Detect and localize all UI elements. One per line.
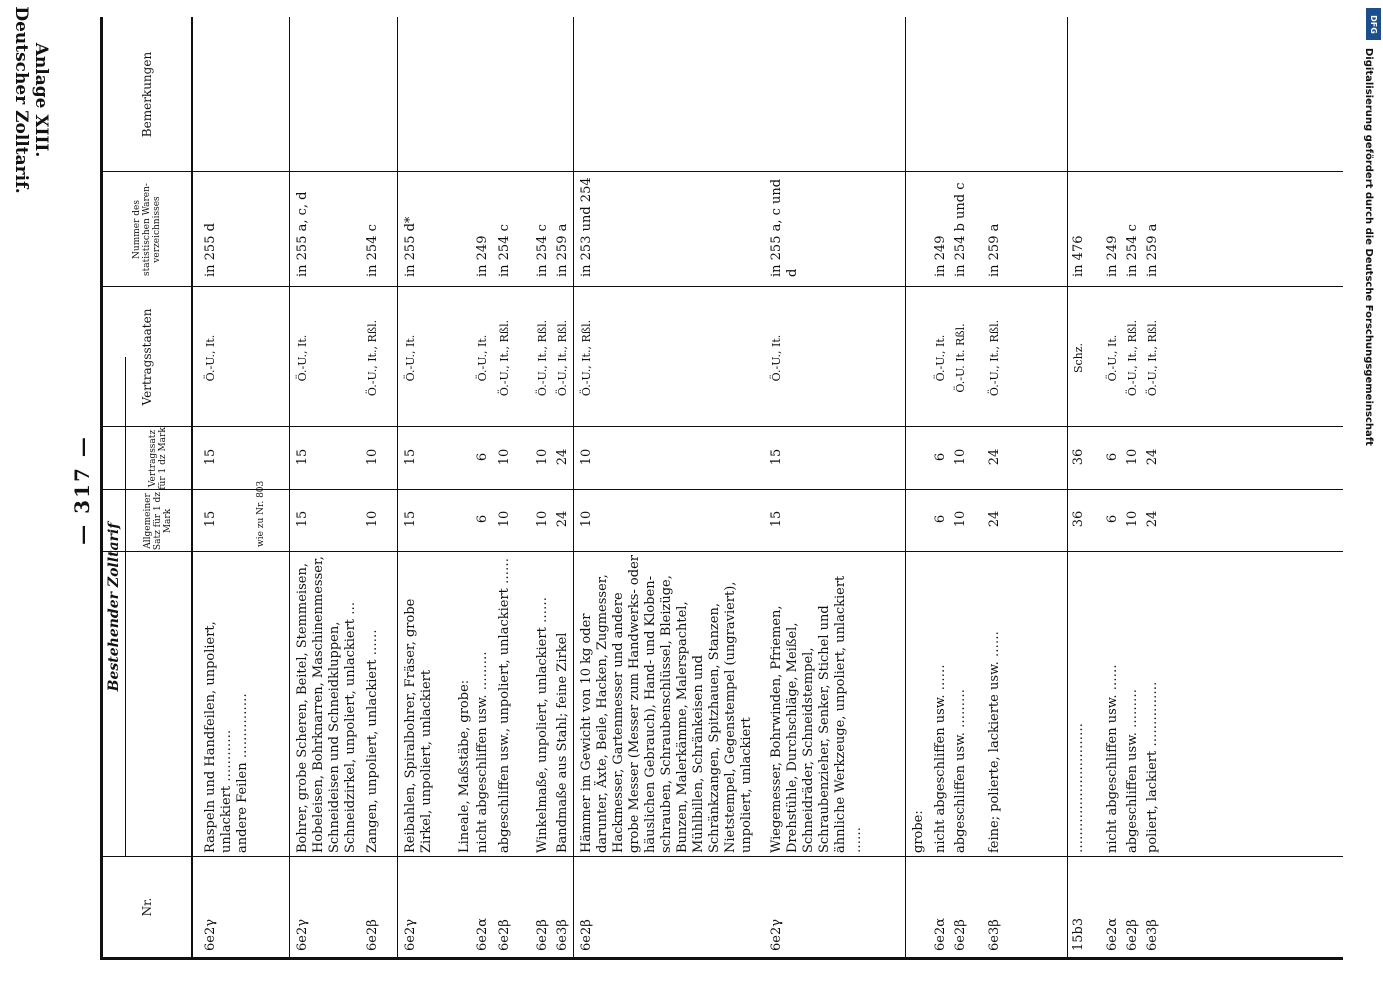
- row-description: Bohrer, grobe Scheren, Beitel, Stemmeisen, Hobeleisen, Bohrknarren, Maschinenmesser, Schneideisen und Schneidkluppen, Schneidzirkel, unpoliert, unlackiert …: [295, 556, 358, 853]
- row-contract-states: Ö.-U., It.: [296, 334, 309, 382]
- row-description: Zangen, unpoliert, unlackiert ……: [365, 629, 380, 853]
- row-contract-rate: 15: [403, 448, 418, 466]
- row-stat-number: in 254 c: [497, 224, 512, 277]
- row-general-rate: 24: [1145, 510, 1160, 528]
- row-contract-states: Ö.-U., It., Rßl.: [1146, 319, 1159, 397]
- row-general-rate: 10: [535, 510, 550, 528]
- row-nr: 6e2α: [475, 917, 490, 951]
- row-contract-rate: 10: [579, 448, 594, 466]
- row-contract-states: Ö.-U., It.: [204, 334, 217, 382]
- rotated-page: [60, 20, 1340, 960]
- appendix-title-line2: Deutscher Zolltarif.: [11, 6, 31, 194]
- row-contract-rate: 10: [365, 448, 380, 466]
- dfg-logo: DFG: [1366, 8, 1381, 40]
- appendix-title: [6, 6, 56, 194]
- row-stat-number: in 254 c: [535, 224, 550, 277]
- page-number: — 317 —: [70, 435, 94, 545]
- row-stat-number: in 249: [1105, 235, 1120, 277]
- row-general-rate: 15: [203, 510, 218, 528]
- row-contract-states: Ö.-U., It., Rßl.: [988, 319, 1001, 397]
- row-general-rate: 10: [1125, 510, 1140, 528]
- row-contract-states: Ö.-U., It., Rßl.: [366, 319, 379, 397]
- row-nr: 6e2β: [365, 919, 380, 951]
- row-general-rate: 10: [953, 510, 968, 528]
- row-nr: 6e2β: [953, 919, 968, 951]
- row-description: Winkelmaße, unpoliert, unlackiert ……: [535, 597, 550, 853]
- row-general-rate: 6: [475, 514, 490, 524]
- row-separator: [289, 17, 290, 957]
- row-general-rate: 24: [555, 510, 570, 528]
- row-description: nicht abgeschliffen usw. ……: [1105, 664, 1120, 853]
- row-contract-rate: 10: [953, 448, 968, 466]
- row-description: …………………………: [1071, 723, 1086, 853]
- appendix-title-line1: Anlage XIII.: [31, 42, 51, 158]
- row-description: grobe:: [911, 810, 926, 853]
- row-contract-rate: 6: [933, 452, 948, 462]
- header-remarks: Bemerkungen: [139, 51, 154, 138]
- row-contract-states: Ö.-U., It.: [476, 334, 489, 382]
- row-nr: 6e2γ: [769, 918, 784, 951]
- row-contract-states: Ö.-U., It.: [1106, 334, 1119, 382]
- dfg-credit: [1363, 8, 1383, 446]
- row-description: nicht abgeschliffen usw. ………: [475, 651, 490, 853]
- row-contract-rate: 15: [295, 448, 310, 466]
- row-contract-rate: 24: [555, 448, 570, 466]
- row-contract-rate: 10: [535, 448, 550, 466]
- row-general-rate: 10: [365, 510, 380, 528]
- row-contract-rate: 15: [769, 448, 784, 466]
- dfg-credit-text: Digitalisierung gefördert durch die Deutsche Forschungsgemeinschaft: [1363, 48, 1374, 446]
- row-description: Bandmaße aus Stahl; feine Zirkel: [555, 632, 570, 853]
- row-description: andere Feilen ……………: [235, 693, 250, 853]
- row-separator: [573, 17, 574, 957]
- row-general-rate: 6: [933, 514, 948, 524]
- row-stat-number: in 249: [933, 235, 948, 277]
- row-contract-states: Schz.: [1072, 342, 1085, 374]
- row-contract-rate: 10: [497, 448, 512, 466]
- row-nr: 6e2α: [933, 917, 948, 951]
- row-general-rate: 36: [1071, 510, 1086, 528]
- row-nr: 6e3β: [1145, 919, 1160, 951]
- row-description: abgeschliffen usw. ………: [1125, 688, 1140, 853]
- row-contract-rate: 24: [1145, 448, 1160, 466]
- row-contract-states: Ö.-U., It.: [934, 334, 947, 382]
- row-stat-number: in 476: [1071, 235, 1086, 277]
- row-stat-number: in 254 c: [1125, 224, 1140, 277]
- header-contract-states: Vertragsstaaten: [103, 286, 191, 427]
- row-nr: 6e2β: [497, 919, 512, 951]
- row-separator: [1067, 17, 1068, 957]
- row-description: Reibahlen, Spiralbohrer, Fräser, grobe Zirkel, unpoliert, unlackiert: [403, 598, 434, 853]
- row-stat-number: in 254 c: [365, 224, 380, 277]
- header-nr: Nr.: [103, 856, 191, 957]
- row-general-rate: 10: [579, 510, 594, 528]
- row-contract-rate: 10: [1125, 448, 1140, 466]
- row-description: Lineale, Maßstäbe, grobe:: [457, 679, 472, 853]
- row-contract-states: Ö.-U., It.: [770, 334, 783, 382]
- row-nr: 6e2γ: [295, 918, 310, 951]
- row-nr: 6e3β: [555, 919, 570, 951]
- row-general-rate: 15: [769, 510, 784, 528]
- row-contract-states: Ö.-U., It., Rßl.: [556, 319, 569, 397]
- row-stat-number: in 259 a: [1145, 223, 1160, 277]
- row-general-rate: 15: [403, 510, 418, 528]
- row-contract-rate: 24: [987, 448, 1002, 466]
- row-nr: 6e2β: [535, 919, 550, 951]
- row-stat-number: in 255 d: [203, 223, 218, 277]
- row-stat-number: in 255 a, c und d: [769, 178, 800, 277]
- row-stat-number: in 254 b und c: [953, 182, 968, 277]
- row-contract-states: Ö.-U., It., Rßl.: [580, 319, 593, 397]
- row-description: Raspeln und Handfeilen, unpoliert, unlackiert …………: [203, 621, 234, 853]
- row-description: abgeschliffen usw. ………: [953, 688, 968, 853]
- row-stat-number: in 249: [475, 235, 490, 277]
- row-description: feine; polierte, lackierte usw. ……: [987, 631, 1002, 853]
- row-stat-number: in 259 a: [555, 223, 570, 277]
- row-contract-rate: 15: [203, 448, 218, 466]
- row-description: nicht abgeschliffen usw. ……: [933, 664, 948, 853]
- row-note: wie zu Nr. 803: [256, 480, 266, 547]
- row-description: poliert, lackiert ……………: [1145, 681, 1160, 853]
- header-contract-rate: Vertragssatz für 1 dz Mark: [125, 426, 191, 490]
- row-contract-rate: 6: [1105, 452, 1120, 462]
- header-stat-number: Nummer des statistischen Waren-verzeichnisses: [103, 171, 191, 287]
- row-contract-rate: 6: [475, 452, 490, 462]
- row-description: Hämmer im Gewicht von 10 kg oder darunter, Äxte, Beile, Hacken, Zugmesser, Hackmesser, Gartenmesser und andere grobe Messer (Messer zum Handwerks- oder häuslichen Gebrauch), Hand- und Kloben-schrauben, Schraubenschlüssel, Bleizüge, Bunzen, Malerkämme, Malerspachtel, Mühlbillen, Schränkeisen und Schränkzangen, Spitzhauen, Stanzen, Nietstempel, Gegenstempel (ungraviert), unpoliert, unlackiert: [579, 555, 754, 853]
- row-contract-states: Ö.-U., It., Rßl.: [1126, 319, 1139, 397]
- row-separator: [397, 17, 398, 957]
- row-description: Wiegemesser, Bohrwinden, Pfriemen, Drehstühle, Durchschläge, Meißel, Schneidräder, Schneidstempel, Schraubenzieher, Senker, Stichel und ähnliche Werkzeuge, unpoliert, unlackiert ……: [769, 575, 864, 853]
- row-nr: 6e2γ: [203, 918, 218, 951]
- row-general-rate: 24: [987, 510, 1002, 528]
- row-nr: 15b3: [1071, 917, 1086, 951]
- header-desc: [125, 551, 191, 857]
- row-nr: 6e2β: [1125, 919, 1140, 951]
- row-nr: 6e2α: [1105, 917, 1120, 951]
- row-contract-states: Ö.-U., It., Rßl.: [536, 319, 549, 397]
- row-stat-number: in 259 a: [987, 223, 1002, 277]
- header-rule: [191, 17, 193, 957]
- tariff-table: [100, 17, 1343, 960]
- row-stat-number: in 255 a, c, d: [295, 191, 310, 277]
- row-nr: 6e2γ: [403, 918, 418, 951]
- row-nr: 6e2β: [579, 919, 594, 951]
- row-stat-number: in 253 und 254: [579, 177, 594, 277]
- row-contract-states: Ö.-U., It., Rßl.: [498, 319, 511, 397]
- header-general-rate: Allgemeiner Satz für 1 dz Mark: [125, 489, 191, 552]
- row-separator: [905, 17, 906, 957]
- row-nr: 6e3β: [987, 919, 1002, 951]
- group-header-existing-tariff: Bestehender Zolltarif: [103, 357, 126, 857]
- row-contract-states: Ö.-U., It.: [404, 334, 417, 382]
- row-contract-states: Ö.-U. It. Rßl.: [954, 323, 967, 393]
- row-general-rate: 15: [295, 510, 310, 528]
- row-description: abgeschliffen usw., unpoliert, unlackiert ……: [497, 557, 512, 853]
- row-stat-number: in 255 d*: [403, 216, 418, 277]
- row-contract-rate: 36: [1071, 448, 1086, 466]
- row-general-rate: 6: [1105, 514, 1120, 524]
- row-general-rate: 10: [497, 510, 512, 528]
